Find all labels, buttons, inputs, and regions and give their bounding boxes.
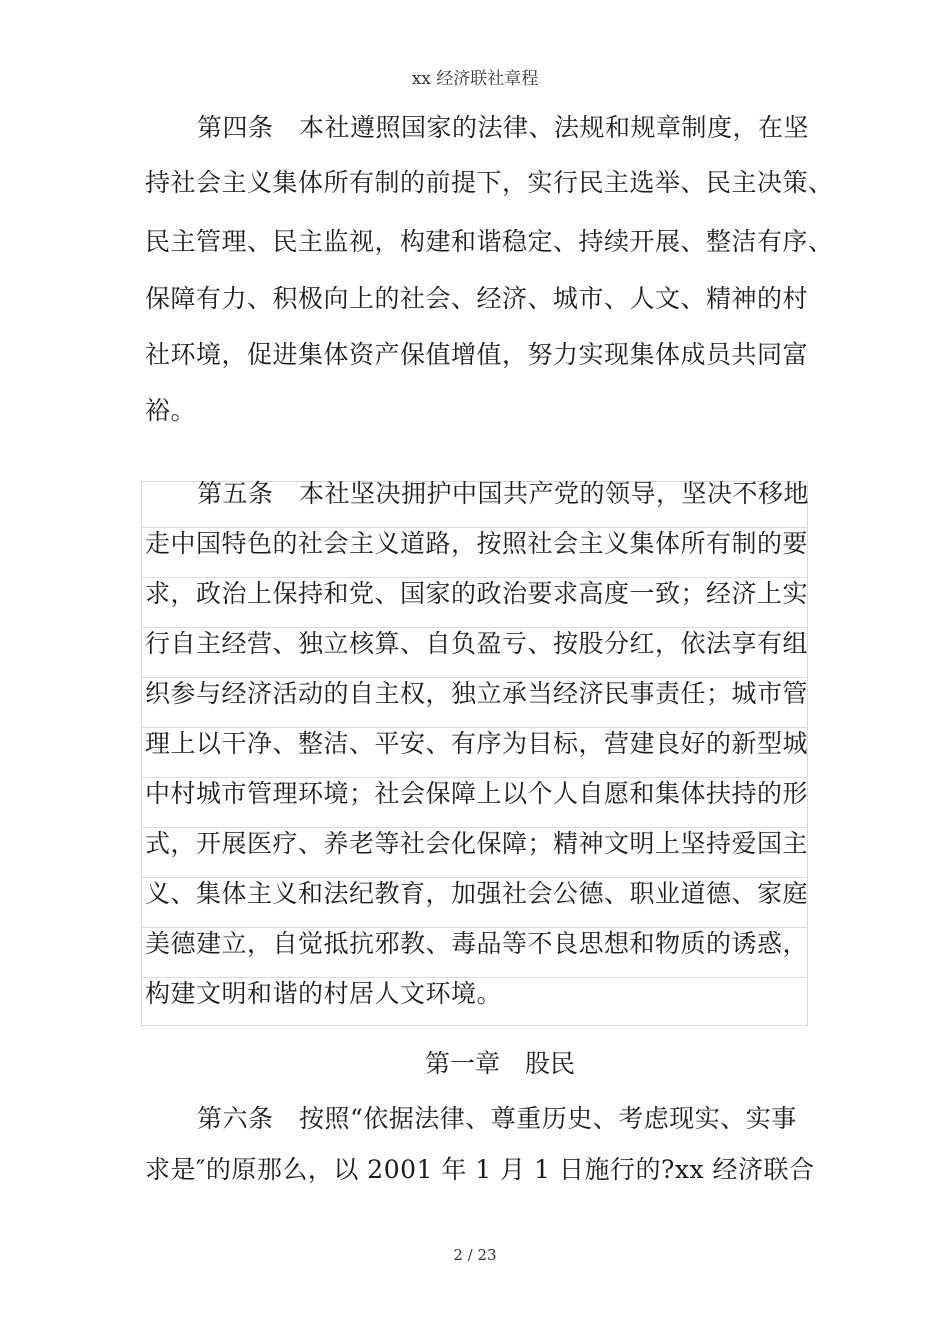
article-5-line: 义、集体主义和法纪教育，加强社会公德、职业道德、家庭 bbox=[145, 879, 809, 908]
article-4-line: 持社会主义集体所有制的前提下，实行民主选举、民主决策、 bbox=[145, 168, 834, 197]
divider bbox=[141, 577, 808, 578]
divider bbox=[141, 877, 808, 878]
divider bbox=[141, 977, 808, 978]
divider bbox=[141, 627, 808, 628]
article-5-line: 理上以干净、整洁、平安、有序为目标，营建良好的新型城 bbox=[145, 729, 809, 758]
article-5-line: 织参与经济活动的自主权，独立承当经济民事责任；城市管 bbox=[145, 679, 809, 708]
divider bbox=[141, 727, 808, 728]
page-number: 2 / 23 bbox=[453, 1246, 497, 1264]
article-5-line: 行自主经营、独立核算、自负盈亏、按股分红，依法享有组 bbox=[145, 629, 809, 658]
article-4-line: 第四条 本社遵照国家的法律、法规和规章制度，在坚 bbox=[197, 113, 810, 142]
divider bbox=[141, 527, 808, 528]
article-4-line: 民主管理、民主监视，构建和谐稳定、持续开展、整洁有序、 bbox=[145, 227, 834, 256]
article-4-line: 社环境，促进集体资产保值增值，努力实现集体成员共同富 bbox=[145, 340, 809, 369]
article-4-line: 裕。 bbox=[145, 396, 197, 425]
article-5-line: 求，政治上保持和党、国家的政治要求高度一致；经济上实 bbox=[145, 579, 809, 608]
article-5-line: 构建文明和谐的村居人文环境。 bbox=[145, 979, 503, 1008]
chapter-title: 第一章 股民 bbox=[424, 1049, 575, 1078]
article-6-line: 第六条 按照“依据法律、尊重历史、考虑现实、实事 bbox=[197, 1104, 797, 1133]
document-header: xx 经济联社章程 bbox=[411, 69, 539, 89]
article-4-line: 保障有力、积极向上的社会、经济、城市、人文、精神的村 bbox=[145, 284, 809, 313]
article-5-line: 中村城市管理环境；社会保障上以个人自愿和集体扶持的形 bbox=[145, 779, 809, 808]
divider bbox=[141, 927, 808, 928]
divider bbox=[141, 677, 808, 678]
article-6-line: 求是″的原那么，以 2001 年 1 月 1 日施行的?xx 经济联合 bbox=[145, 1155, 815, 1184]
divider bbox=[141, 777, 808, 778]
article-5-line: 走中国特色的社会主义道路，按照社会主义集体所有制的要 bbox=[145, 529, 809, 558]
article-5-line: 美德建立，自觉抵抗邪教、毒品等不良思想和物质的诱惑， bbox=[145, 929, 809, 958]
article-5-line: 第五条 本社坚决拥护中国共产党的领导，坚决不移地 bbox=[197, 479, 810, 508]
article-5-line: 式，开展医疗、养老等社会化保障；精神文明上坚持爱国主 bbox=[145, 829, 809, 858]
divider bbox=[141, 827, 808, 828]
